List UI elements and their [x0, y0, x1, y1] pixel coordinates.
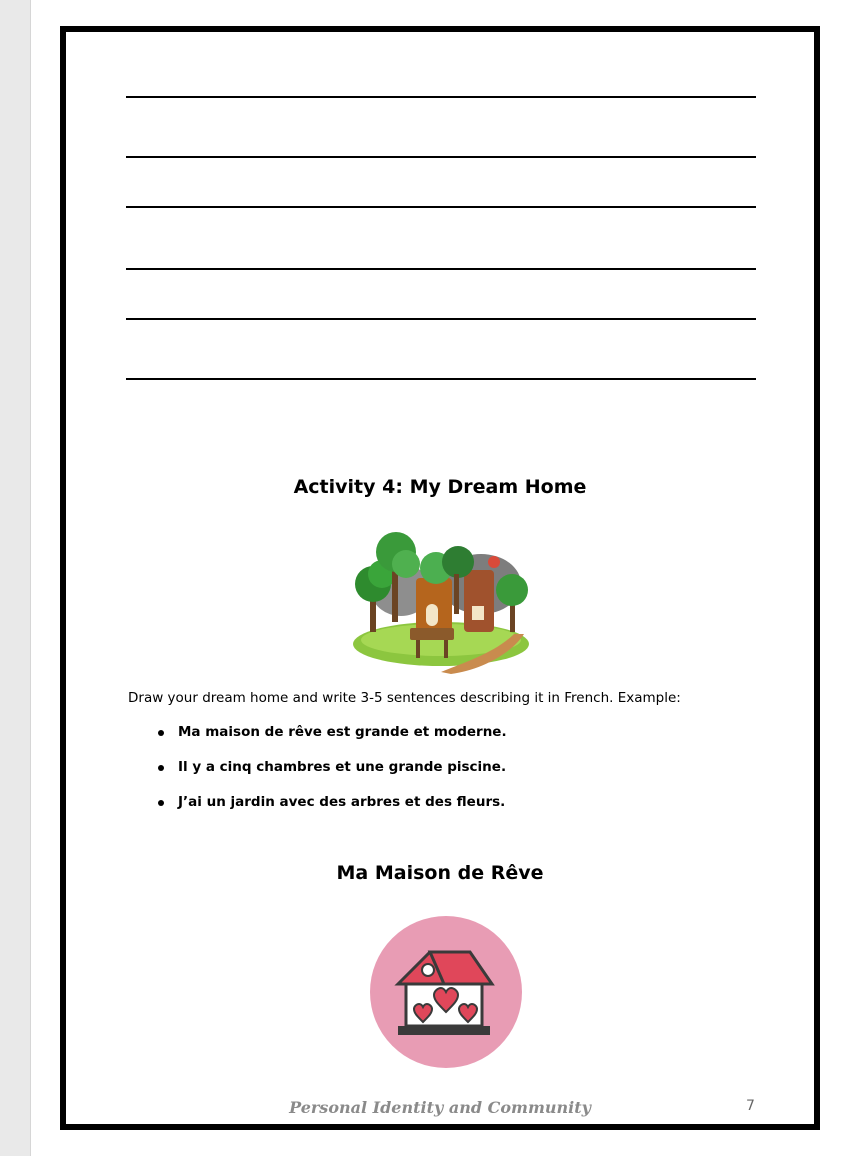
activity-instructions: Draw your dream home and write 3-5 sentences describing it in French. Example:	[128, 690, 681, 706]
bullet-icon	[158, 800, 164, 806]
treehouse-illustration	[346, 522, 536, 678]
list-item	[154, 794, 507, 829]
bullet-icon	[158, 730, 164, 736]
house-hearts-icon	[368, 914, 524, 1074]
example-sentences	[154, 724, 507, 829]
document-page	[60, 26, 820, 1130]
section-title: Ma Maison de Rêve	[336, 862, 544, 884]
writing-line	[126, 268, 756, 270]
bullet-icon	[158, 765, 164, 771]
list-item	[154, 724, 507, 759]
writing-line	[126, 156, 756, 158]
writing-line	[126, 96, 756, 98]
activity-title: Activity 4: My Dream Home	[293, 476, 587, 498]
example-sentence: Il y a cinq chambres et une grande piscine.	[178, 759, 507, 775]
list-item	[154, 759, 507, 794]
writing-line	[126, 318, 756, 320]
viewer-gutter	[0, 0, 31, 1156]
writing-line	[126, 206, 756, 208]
example-sentence: J’ai un jardin avec des arbres et des fleurs.	[178, 794, 506, 810]
footer-title: Personal Identity and Community	[289, 1098, 591, 1117]
example-sentence: Ma maison de rêve est grande et moderne.	[178, 724, 507, 740]
page-number: 7	[746, 1098, 755, 1114]
writing-line	[126, 378, 756, 380]
